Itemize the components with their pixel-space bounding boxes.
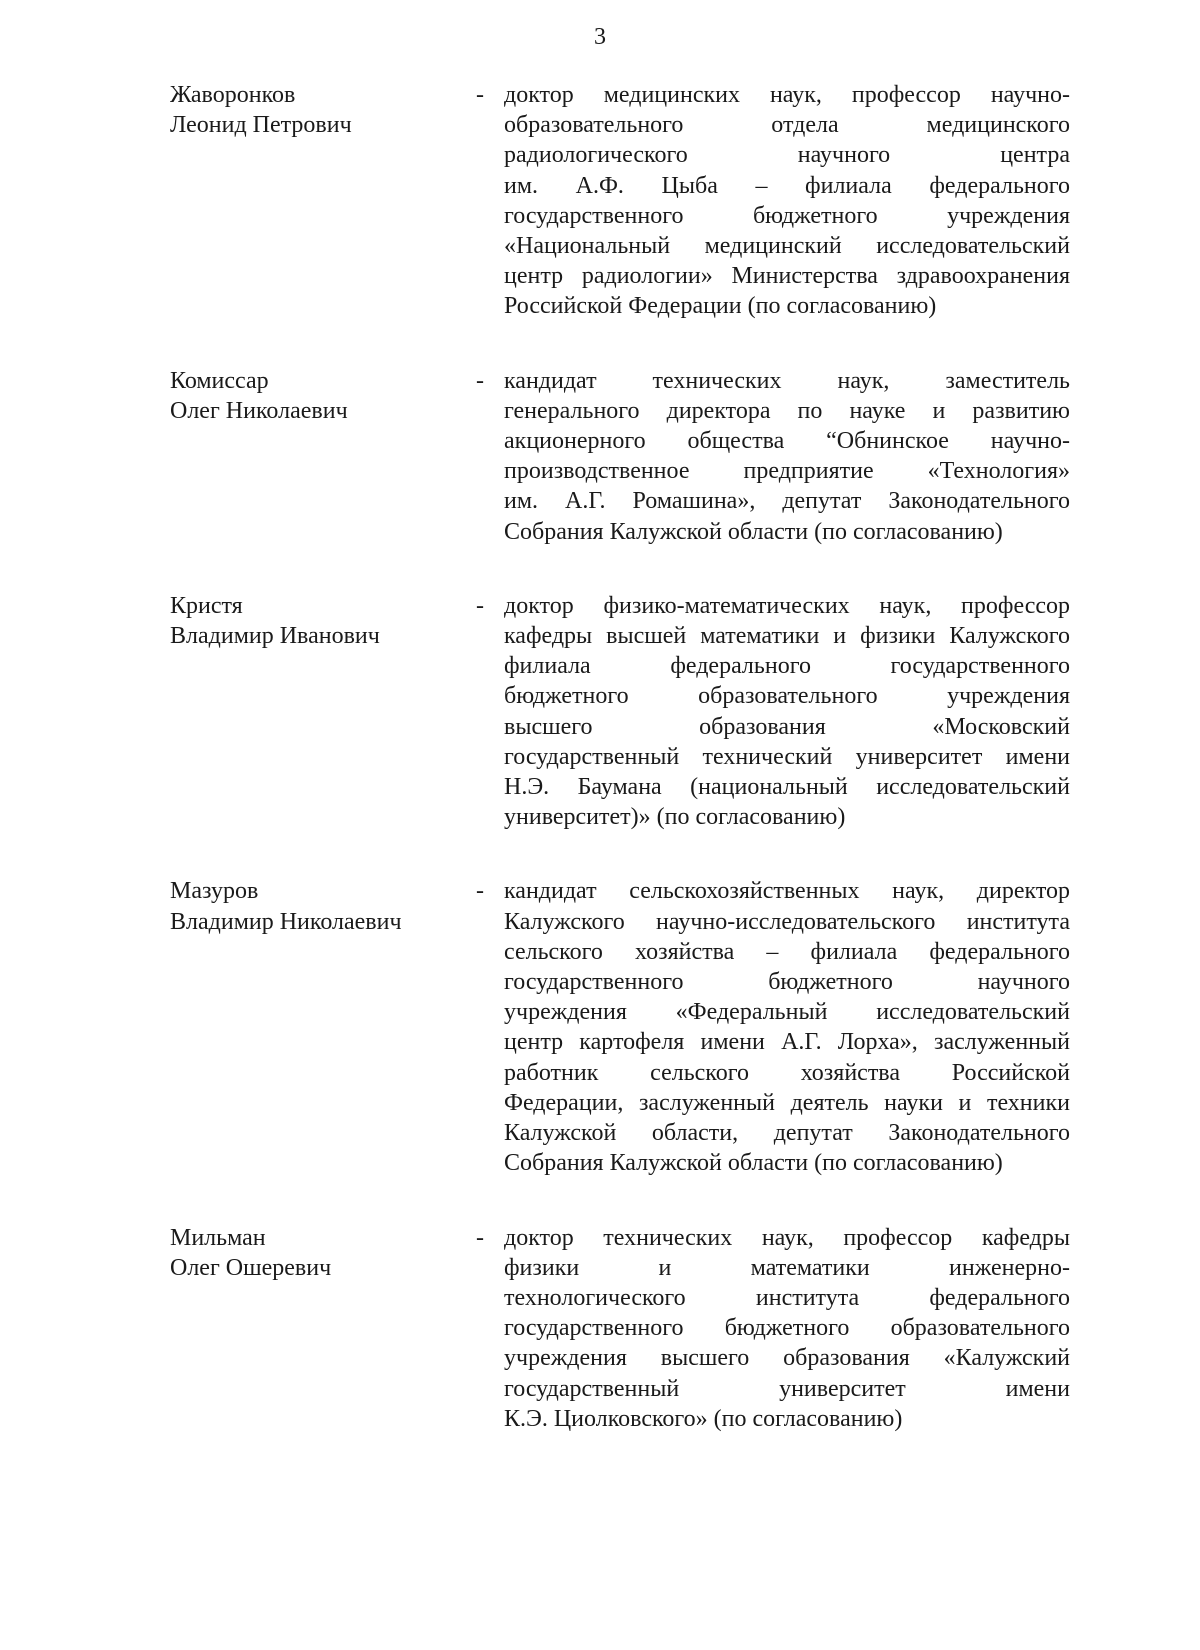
- member-surname: Мазуров: [170, 878, 259, 905]
- dash-separator: -: [476, 592, 484, 619]
- member-entry: [170, 876, 1070, 1178]
- page-number: 3: [594, 24, 606, 50]
- description-line: государственный технический университет имени: [504, 743, 1070, 770]
- description-line: центр картофеля имени А.Г. Лорха», заслуженный: [504, 1029, 1070, 1056]
- member-given-names: Леонид Петрович: [170, 112, 352, 139]
- description-line: «Национальный медицинский исследовательский: [504, 233, 1070, 260]
- dash-separator: -: [476, 1224, 484, 1251]
- description-line: государственного бюджетного учреждения: [504, 202, 1070, 229]
- member-given-names: Олег Николаевич: [170, 397, 348, 424]
- description-line: учреждения высшего образования «Калужский: [504, 1345, 1070, 1372]
- member-description: [504, 366, 1070, 547]
- description-line: Н.Э. Баумана (национальный исследовательский: [504, 774, 1070, 801]
- member-description: [504, 80, 1070, 322]
- description-line: Собрания Калужской области (по согласованию): [504, 518, 1003, 545]
- member-given-names: Олег Ошеревич: [170, 1254, 332, 1281]
- dash-separator: -: [476, 367, 484, 394]
- description-line: государственного бюджетного образовательного: [504, 1315, 1070, 1342]
- member-given-names: Владимир Иванович: [170, 623, 380, 650]
- member-description: [504, 1223, 1070, 1434]
- description-line: работник сельского хозяйства Российской: [504, 1059, 1070, 1086]
- member-entry: [170, 366, 1070, 547]
- member-entry: [170, 80, 1070, 322]
- description-line: университет)» (по согласованию): [504, 804, 846, 831]
- description-line: учреждения «Федеральный исследовательский: [504, 999, 1070, 1026]
- description-line: кафедры высшей математики и физики Калужского: [504, 623, 1070, 650]
- description-line: сельского хозяйства – филиала федерального: [504, 938, 1070, 965]
- member-list: [170, 80, 1070, 1478]
- description-line: Федерации, заслуженный деятель науки и техники: [504, 1089, 1070, 1116]
- description-line: технологического института федерального: [504, 1284, 1070, 1311]
- description-line: бюджетного образовательного учреждения: [504, 683, 1070, 710]
- description-line: государственного бюджетного научного: [504, 969, 1070, 996]
- description-line: генерального директора по науке и развитию: [504, 397, 1070, 424]
- description-line: кандидат сельскохозяйственных наук, директор: [504, 878, 1070, 905]
- description-line: акционерного общества “Обнинское научно-: [504, 428, 1070, 455]
- description-line: филиала федерального государственного: [504, 653, 1070, 680]
- member-description: [504, 876, 1070, 1178]
- member-entry: [170, 591, 1070, 833]
- description-line: высшего образования «Московский: [504, 713, 1070, 740]
- dash-separator: -: [476, 878, 484, 905]
- member-surname: Комиссар: [170, 367, 269, 394]
- description-line: им. А.Ф. Цыба – филиала федерального: [504, 172, 1070, 199]
- description-line: доктор физико-математических наук, профессор: [504, 592, 1070, 619]
- description-line: центр радиологии» Министерства здравоохранения: [504, 263, 1070, 290]
- description-line: физики и математики инженерно-: [504, 1254, 1070, 1281]
- description-line: производственное предприятие «Технология»: [504, 458, 1070, 485]
- member-surname: Мильман: [170, 1224, 266, 1251]
- description-line: Собрания Калужской области (по согласованию): [504, 1150, 1003, 1177]
- dash-separator: -: [476, 82, 484, 108]
- description-line: кандидат технических наук, заместитель: [504, 367, 1070, 394]
- member-name: [170, 80, 470, 140]
- description-line: Калужского научно-исследовательского института: [504, 908, 1070, 935]
- member-entry: [170, 1223, 1070, 1434]
- member-surname: Кристя: [170, 592, 243, 619]
- description-line: К.Э. Циолковского» (по согласованию): [504, 1405, 903, 1432]
- description-line: им. А.Г. Ромашина», депутат Законодательного: [504, 488, 1070, 515]
- member-name: [170, 876, 470, 936]
- description-line: радиологического научного центра: [504, 142, 1070, 169]
- member-surname: Жаворонков: [170, 82, 296, 108]
- member-given-names: Владимир Николаевич: [170, 908, 402, 935]
- description-line: доктор медицинских наук, профессор научно-: [504, 82, 1070, 108]
- description-line: государственный университет имени: [504, 1375, 1070, 1402]
- description-line: образовательного отдела медицинского: [504, 112, 1070, 139]
- member-name: [170, 1223, 470, 1283]
- description-line: Российской Федерации (по согласованию): [504, 293, 937, 320]
- member-description: [504, 591, 1070, 833]
- description-line: Калужской области, депутат Законодательного: [504, 1120, 1070, 1147]
- member-name: [170, 591, 470, 651]
- description-line: доктор технических наук, профессор кафедры: [504, 1224, 1070, 1251]
- member-name: [170, 366, 470, 426]
